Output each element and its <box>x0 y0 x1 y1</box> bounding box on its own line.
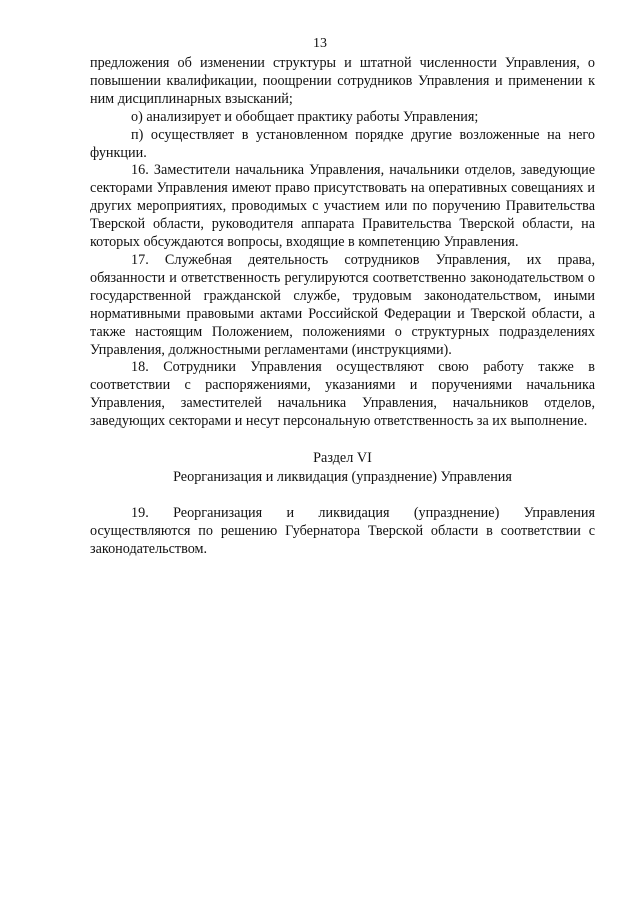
paragraph-item-p: п) осуществляет в установленном порядке другие возложенные на него функции. <box>90 126 595 161</box>
section-gap <box>90 487 595 505</box>
paragraph-item-o: о) анализирует и обобщает практику работы Управления; <box>131 108 479 125</box>
section-heading <box>90 449 595 487</box>
page-number: 13 <box>313 36 327 51</box>
paragraph-continuation: предложения об изменении структуры и штатной численности Управления, о повышении квалификации, поощрении сотрудников Управления и применении к ним дисциплинарных взысканий; <box>90 55 595 107</box>
section-title: Реорганизация и ликвидация (упразднение) Управления <box>173 469 512 486</box>
section-label: Раздел VI <box>313 450 372 467</box>
document-body <box>90 55 595 559</box>
paragraph-19: 19. Реорганизация и ликвидация (упразднение) Управления осуществляются по решению Губернатора Тверской области в соответствии с законодательством. <box>90 505 595 557</box>
paragraph-18: 18. Сотрудники Управления осуществляют свою работу также в соответствии с распоряжениями, указаниями и поручениями начальника Управления, заместителей начальника Управления, начальников отделов, заведующих секторами и несут персональную ответственность за их выполнение. <box>90 359 595 430</box>
paragraph-17: 17. Служебная деятельность сотрудников Управления, их права, обязанности и ответственность регулируются соответственно законодательством о государственной гражданской службе, трудовым законодательством, иными нормативными правовыми актами Российской Федерации и Тверской области, а также настоящим Положением, положениями о структурных подразделениях Управления, должностными регламентами (инструкциями). <box>90 251 595 358</box>
paragraph-16: 16. Заместители начальника Управления, начальники отделов, заведующие секторами Управления имеют право присутствовать на оперативных совещаниях и других мероприятиях, проводимых с участием или по поручению Правительства Тверской области, руководителя аппарата Правительства Тверской области, на которых обсуждаются вопросы, входящие в компетенцию Управления. <box>90 162 595 251</box>
